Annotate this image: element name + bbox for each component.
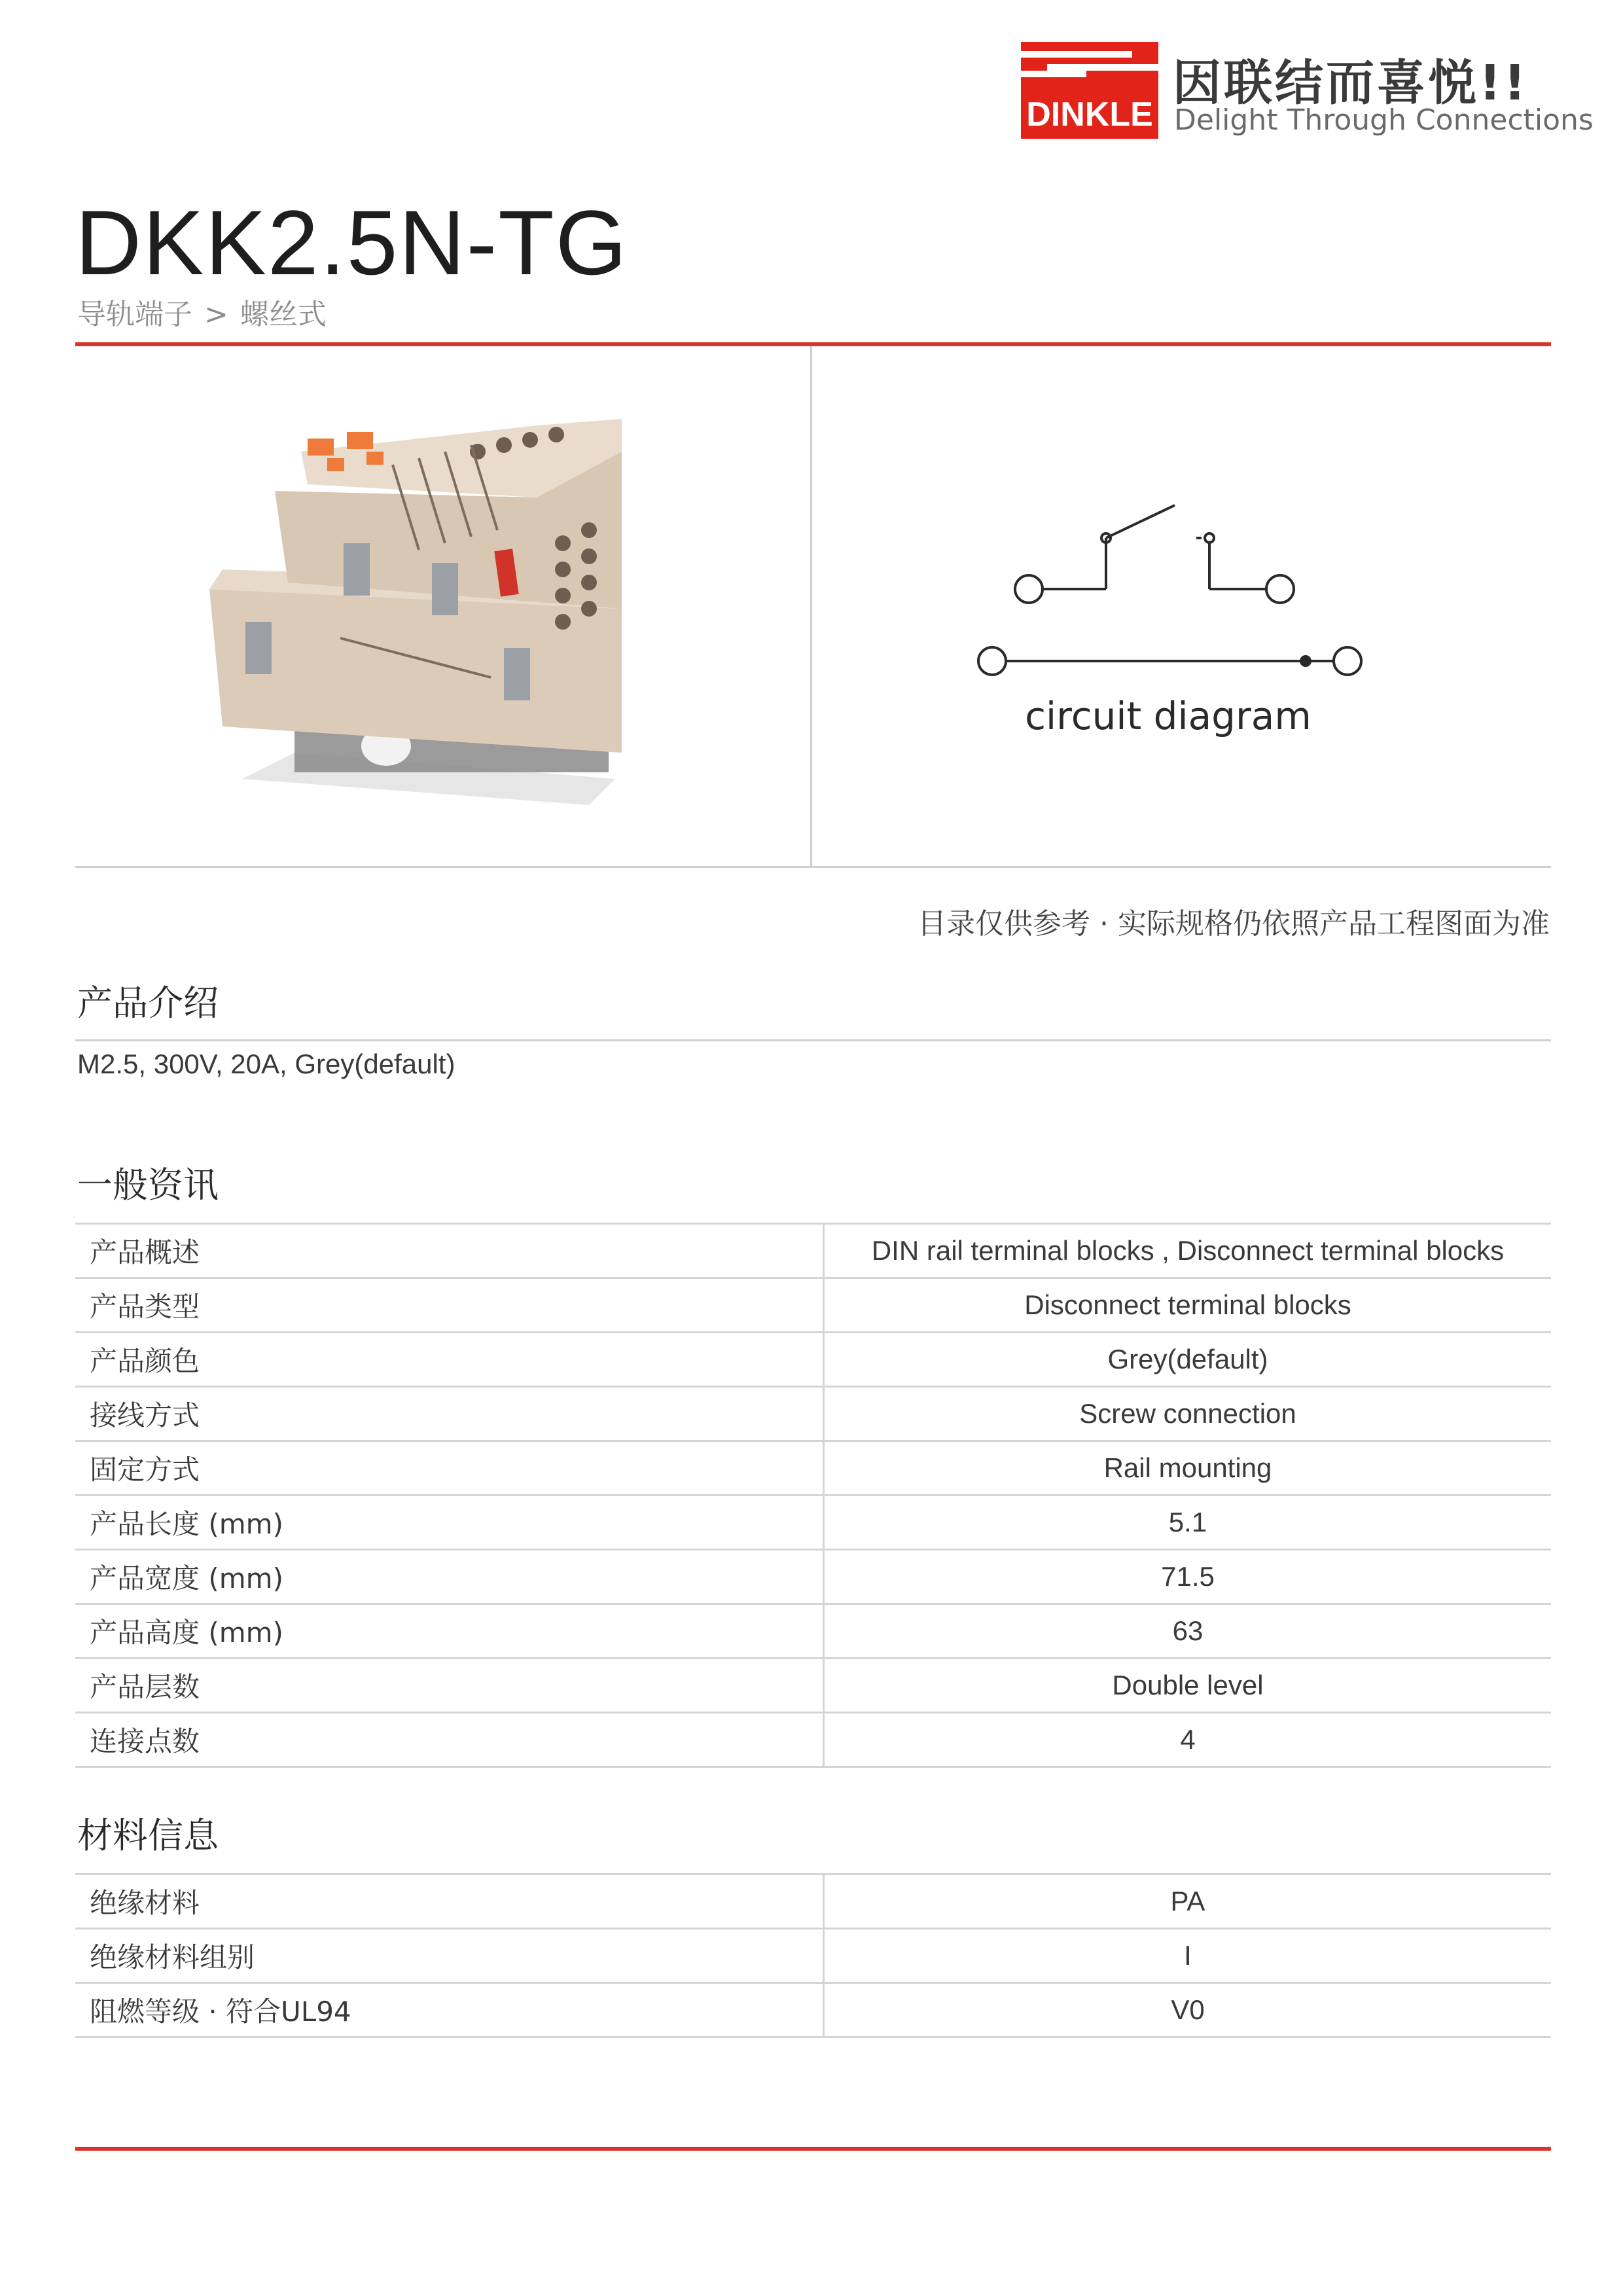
terminal-icon (1266, 575, 1294, 603)
spec-value: Rail mounting (824, 1441, 1552, 1496)
spec-key: 产品宽度 (mm) (75, 1550, 824, 1604)
spec-key: 绝缘材料 (75, 1874, 824, 1929)
image-column-divider (810, 346, 812, 867)
section-title-material: 材料信息 (77, 1815, 219, 1856)
spec-key: 产品概述 (75, 1224, 824, 1278)
breadcrumb-item[interactable]: 导轨端子 (77, 298, 192, 331)
spec-key: 阻燃等级 · 符合UL94 (75, 1983, 824, 2037)
general-info-table (75, 1223, 1551, 1768)
spec-value: DIN rail terminal blocks , Disconnect terminal blocks (824, 1224, 1552, 1278)
table-row (75, 1604, 1551, 1659)
terminal-icon (978, 647, 1006, 675)
product-intro-text: M2.5, 300V, 20A, Grey(default) (77, 1049, 455, 1079)
dinkle-logo-icon (1021, 42, 1158, 139)
table-row (75, 1659, 1551, 1713)
logo-wordmark: DINKLE (1026, 96, 1153, 134)
brand-logo (1021, 39, 1594, 144)
table-row (75, 1333, 1551, 1387)
spec-key: 绝缘材料组别 (75, 1929, 824, 1983)
table-row (75, 1387, 1551, 1441)
table-row (75, 1874, 1551, 1929)
breadcrumb (77, 291, 327, 332)
spec-value: Screw connection (824, 1387, 1552, 1441)
spec-value: PA (824, 1874, 1552, 1929)
table-row (75, 1278, 1551, 1333)
table-row (75, 1550, 1551, 1604)
table-row (75, 1224, 1551, 1278)
product-image (196, 412, 641, 831)
table-row (75, 1441, 1551, 1496)
section-title-general: 一般资讯 (77, 1164, 219, 1206)
spec-value: 63 (824, 1604, 1552, 1659)
spec-key: 连接点数 (75, 1713, 824, 1767)
table-row (75, 1713, 1551, 1767)
circuit-diagram-label: circuit diagram (1025, 694, 1311, 738)
table-row (75, 1929, 1551, 1983)
spec-key: 产品高度 (mm) (75, 1604, 824, 1659)
terminal-icon (1334, 647, 1361, 675)
table-row (75, 1496, 1551, 1550)
disclaimer-note: 目录仅供参考 · 实际规格仍依照产品工程图面为准 (918, 907, 1550, 941)
spec-key: 产品类型 (75, 1278, 824, 1333)
header-divider (75, 342, 1551, 346)
material-info-table (75, 1873, 1551, 2038)
spec-value: 71.5 (824, 1550, 1552, 1604)
slogan-cn: 因联结而喜悦!! (1173, 55, 1529, 111)
spec-value: 4 (824, 1713, 1552, 1767)
spec-value: V0 (824, 1983, 1552, 2037)
footer-divider (75, 2147, 1551, 2151)
page-title: DKK2.5N-TG (75, 191, 628, 294)
section-title-intro: 产品介绍 (77, 982, 219, 1024)
intro-rule (75, 1039, 1551, 1041)
spec-key: 产品颜色 (75, 1333, 824, 1387)
breadcrumb-item[interactable]: 螺丝式 (240, 298, 327, 331)
spec-key: 产品层数 (75, 1659, 824, 1713)
spec-key: 产品长度 (mm) (75, 1496, 824, 1550)
image-section-bottom-rule (75, 866, 1551, 868)
terminal-icon (1015, 575, 1043, 603)
breadcrumb-separator: > (204, 298, 228, 331)
spec-value: Grey(default) (824, 1333, 1552, 1387)
table-row (75, 1983, 1551, 2037)
spec-key: 固定方式 (75, 1441, 824, 1496)
slogan-en: Delight Through Connections (1174, 103, 1594, 137)
spec-key: 接线方式 (75, 1387, 824, 1441)
spec-value: I (824, 1929, 1552, 1983)
spec-value: Disconnect terminal blocks (824, 1278, 1552, 1333)
spec-value: Double level (824, 1659, 1552, 1713)
spec-value: 5.1 (824, 1496, 1552, 1550)
